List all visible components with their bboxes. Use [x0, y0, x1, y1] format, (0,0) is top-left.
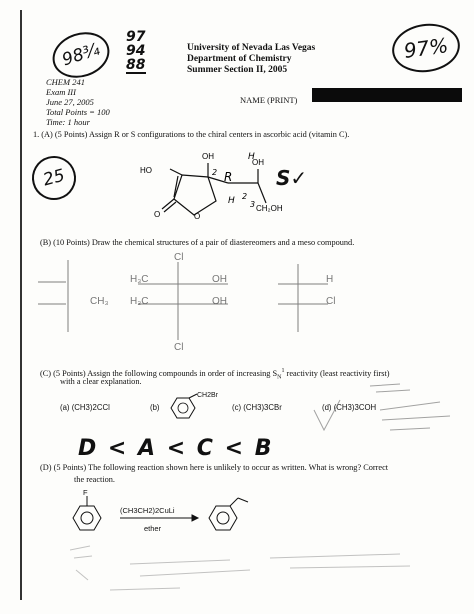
svg-text:3: 3 [250, 200, 256, 209]
score-tally [126, 30, 146, 74]
svg-text:2: 2 [212, 168, 218, 177]
ascorbic-acid-structure [140, 145, 340, 230]
exam-number: Exam III [46, 87, 76, 97]
svg-text:O: O [194, 212, 201, 221]
svg-text:H: H [326, 274, 334, 285]
exam-info [46, 77, 110, 127]
department-name: Department of Chemistry [187, 54, 292, 64]
svg-text:OH: OH [252, 158, 264, 167]
svg-text:H₃C: H₃C [130, 296, 149, 307]
svg-text:Cl: Cl [174, 342, 184, 352]
circled-total-score: 98¾ [47, 25, 116, 85]
redacted-name [312, 88, 462, 102]
q1d-scratch-work [70, 540, 450, 610]
percent-score: 97% [389, 20, 463, 77]
svg-text:O: O [154, 210, 161, 219]
q1b-handwritten-fischer-projections [28, 252, 358, 352]
solvent-label: ether [144, 524, 162, 533]
question-1c: (C) (5 Points) Assign the following compounds in order of increasing $S_N^1$ reactivity (least reactivity first) [40, 368, 390, 381]
svg-text:H: H [228, 196, 235, 206]
tally-1: 97 [126, 29, 146, 45]
question-1a: 1. (A) (5 Points) Assign R or S configurations to the chiral centers in ascorbic acid (vitamin C). [33, 130, 350, 139]
svg-text:Cl: Cl [174, 252, 184, 263]
svg-text:OH: OH [212, 274, 227, 285]
tally-2: 94 [126, 43, 146, 59]
margin-line [20, 10, 22, 600]
question-1b: (B) (10 Points) Draw the chemical structures of a pair of diastereomers and a meso compound. [40, 238, 355, 247]
option-b-formula: CH2Br [197, 392, 219, 399]
q1c-answer: D < A < C < B [78, 436, 274, 461]
option-b: (b) [150, 403, 160, 412]
exam-date: June 27, 2005 [46, 97, 94, 107]
svg-text:HO: HO [140, 166, 152, 175]
svg-text:H₃C: H₃C [130, 274, 149, 285]
option-c: (c) (CH3)3CBr [232, 403, 282, 412]
tally-3: 88 [126, 57, 146, 73]
question-1d: (D) (5 Points) The following reaction shown here is unlikely to occur as written. What is wrong? Correct [40, 463, 389, 472]
option-a: (a) (CH3)2CCl [60, 403, 110, 412]
svg-text:CH₂OH: CH₂OH [256, 204, 283, 213]
svg-text:R: R [224, 170, 233, 184]
course-code: CHEM 241 [46, 77, 85, 87]
option-d: (d) (CH3)3COH [322, 403, 377, 412]
svg-text:2: 2 [242, 192, 248, 201]
university-name: University of Nevada Las Vegas [187, 43, 316, 53]
reagent-label: (CH3CH2)2CuLi [120, 506, 175, 515]
q1a-answer: S✓ [276, 166, 308, 190]
question-1c-line2: with a clear explanation. [60, 377, 142, 386]
exam-time: Time: 1 hour [46, 117, 90, 127]
svg-text:OH: OH [202, 152, 214, 161]
svg-text:CH₃: CH₃ [90, 296, 109, 307]
question-1d-line2: the reaction. [74, 475, 116, 484]
svg-text:OH: OH [212, 296, 227, 307]
name-label: NAME (PRINT) [240, 95, 298, 105]
reaction-scheme [66, 486, 266, 546]
reactant-fluorine: F [83, 488, 88, 497]
section-name: Summer Section II, 2005 [187, 65, 288, 75]
q1-score-circle: 25 [27, 151, 81, 205]
q1c-scratch-work [310, 380, 470, 450]
svg-text:Cl: Cl [326, 296, 336, 307]
svg-text:H: H [248, 152, 255, 162]
total-points: Total Points = 100 [46, 107, 110, 117]
